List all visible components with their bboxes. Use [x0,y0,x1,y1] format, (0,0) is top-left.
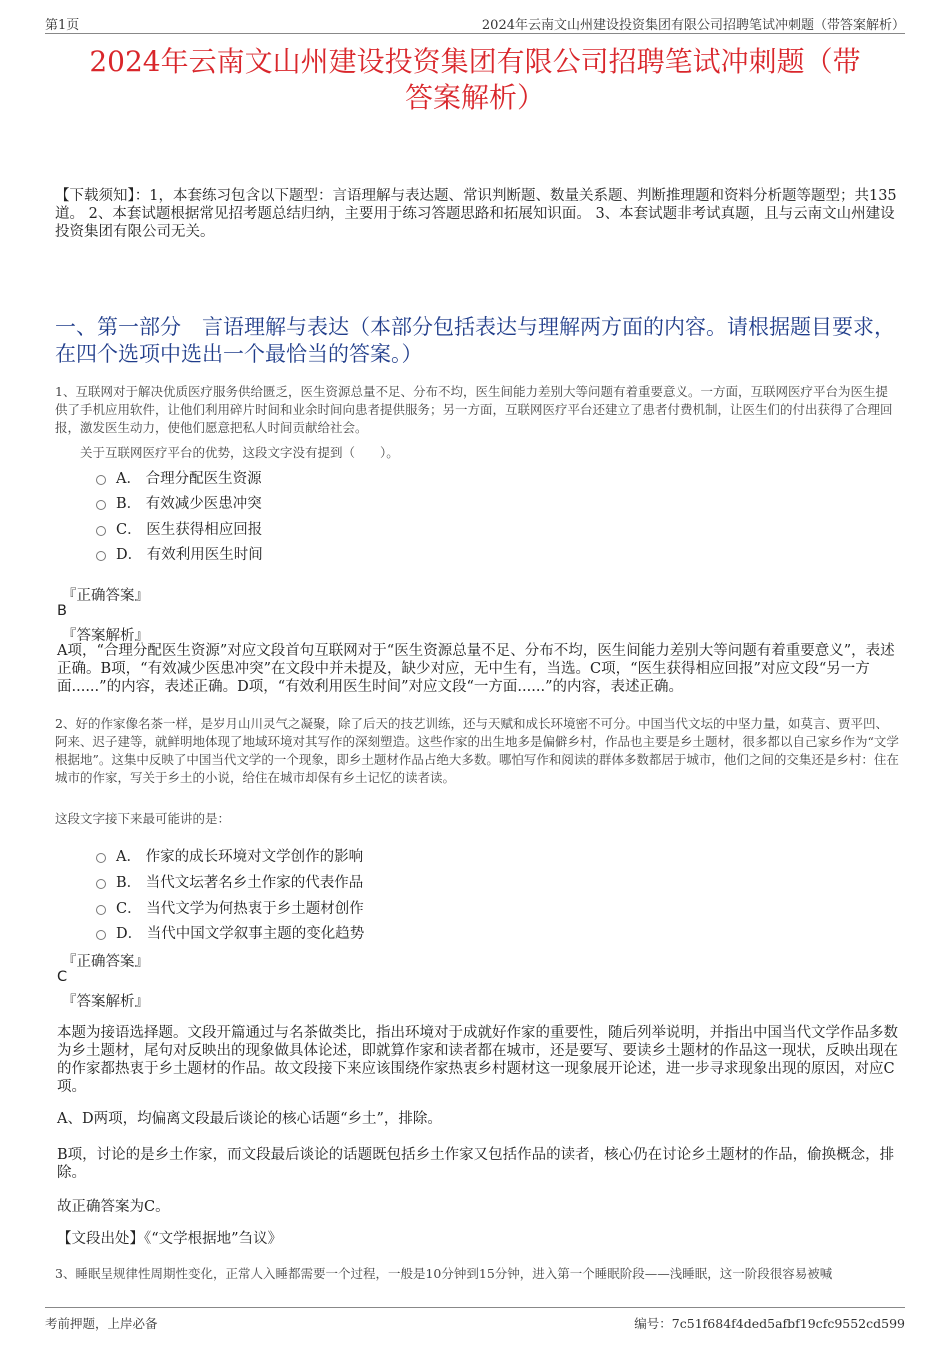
header-divider [45,33,905,34]
footer-divider [45,1307,905,1308]
radio-icon[interactable] [96,500,106,510]
question-2-analysis-label: 『答案解析』 [62,994,149,1010]
question-1-option-b[interactable] [96,492,262,513]
question-2-source: 【文段出处】《“文学根据地”刍议》 [57,1231,283,1247]
footer-document-id: 编号：7c51f684f4ded5afbf19cfc9552cd599 [634,1316,905,1331]
question-1-correct-label: 『正确答案』 [62,588,149,604]
question-1-answer: B [57,603,67,619]
radio-icon[interactable] [96,879,106,889]
question-2-answer: C [57,969,68,985]
question-2-option-a[interactable] [96,845,363,866]
question-2-option-d[interactable] [96,922,364,943]
radio-icon[interactable] [96,853,106,863]
question-1-analysis: A项，“合理分配医生资源”对应文段首句互联网对于“医生资源总量不足、分布不均，医生间能力差别大等问题有着重要意义”，表述正确。B项，“有效减少医患冲突”在文段中并未提及，缺少对应，无中生有，当选。C项，“医生获得相应回报”对应文段“另一方面......”的内容，表述正确。D项，“有效利用医生时间”对应文段“一方面......”的内容，表述正确。 [57,643,895,695]
radio-icon[interactable] [96,526,106,536]
option-label: C． 医生获得相应回报 [116,522,263,538]
question-2-analysis-paragraph-2: A、D两项，均偏离文段最后谈论的核心话题“乡土”，排除。 [57,1111,442,1127]
question-2-stem: 2、好的作家像名茶一样，是岁月山川灵气之凝聚，除了后天的技艺训练，还与天赋和成长环境密不可分。中国当代文坛的中坚力量，如莫言、贾平凹、阿来、迟子建等，就鲜明地体现了地域环境对其写作的深刻塑造。这些作家的出生地多是偏僻乡村，作品也主要是乡土题材，很多都以自己家乡作为“文学根据地”。这集中反映了中国当代文学的一个现象，即乡土题材作品占绝大多数。哪怕写作和阅读的群体多数都居于城市，他们之间的交集还是乡村：住在城市的作家，写关于乡土的小说，给住在城市却保有乡土记忆的读者读。 [55,716,899,785]
question-1-prompt: 关于互联网医疗平台的优势，这段文字没有提到（ ）。 [80,445,399,460]
page-title-line-1: 2024年云南文山州建设投资集团有限公司招聘笔试冲刺题（带 [89,45,861,78]
option-label: D． 当代中国文学叙事主题的变化趋势 [116,926,365,942]
option-label: C． 当代文学为何热衷于乡土题材创作 [116,901,364,917]
option-label: D． 有效利用医生时间 [116,547,263,563]
page-title-line-2: 答案解析） [404,81,545,114]
footer-slogan: 考前押题，上岸必备 [45,1316,158,1331]
option-label: B． 当代文坛著名乡土作家的代表作品 [116,875,364,891]
option-label: A． 作家的成长环境对文学创作的影响 [116,849,364,865]
section-heading: 一、第一部分 言语理解与表达（本部分包括表达与理解两方面的内容。请根据题目要求，在四个选项中选出一个最恰当的答案。） [55,315,895,366]
radio-icon[interactable] [96,551,106,561]
question-1-option-a[interactable] [96,467,262,488]
radio-icon[interactable] [96,475,106,485]
page-title [45,44,905,116]
radio-icon[interactable] [96,905,106,915]
option-label: B． 有效减少医患冲突 [116,496,262,512]
question-2-correct-label: 『正确答案』 [62,954,149,970]
question-1-option-c[interactable] [96,518,262,539]
page-number: 第1页 [45,18,80,33]
question-2-analysis-paragraph-1: 本题为接语选择题。文段开篇通过与名茶做类比，指出环境对于成就好作家的重要性，随后列举说明，并指出中国当代文学作品多数为乡土题材，尾句对反映出的现象做具体论述，即就算作家和读者都在城市，还是要写、要读乡土题材的作品这一现状，反映出现在的作家都热衷于乡土题材的作品。故文段接下来应该围绕作家热衷乡村题材这一现象展开论述，进一步寻求现象出现的原因，对应C项。 [57,1025,898,1095]
question-2-option-c[interactable] [96,897,364,918]
question-1-option-d[interactable] [96,543,263,564]
question-2-option-b[interactable] [96,871,363,892]
option-label: A． 合理分配医生资源 [116,471,262,487]
radio-icon[interactable] [96,930,106,940]
question-1-stem: 1、互联网对于解决优质医疗服务供给匮乏，医生资源总量不足、分布不均，医生间能力差别大等问题有着重要意义。一方面，互联网医疗平台为医生提供了手机应用软件，让他们利用碎片时间和业余时间向患者提供服务；另一方面，互联网医疗平台还建立了患者付费机制，让医生们的付出获得了合理回报，激发医生动力，使他们愿意把私人时间贡献给社会。 [55,384,893,435]
question-3-stem: 3、睡眠呈规律性周期性变化，正常人入睡都需要一个过程，一般是10分钟到15分钟，进入第一个睡眠阶段——浅睡眠，这一阶段很容易被喊 [55,1266,833,1281]
header-doc-title: 2024年云南文山州建设投资集团有限公司招聘笔试冲刺题（带答案解析） [481,18,905,33]
download-notice: 【下载须知】：1，本套练习包含以下题型：言语理解与表达题、常识判断题、数量关系题、判断推理题和资料分析题等题型；共135道。 2、本套试题根据常见招考题总结归纳，主要用于练习答题思路和拓展知识面。 3、本套试题非考试真题，且与云南文山州建设投资集团有限公司无关。 [55,188,897,240]
question-2-prompt: 这段文字接下来最可能讲的是： [55,811,231,826]
question-2-analysis-paragraph-4: 故正确答案为C。 [57,1199,170,1215]
question-1-analysis-label: 『答案解析』 [62,628,149,644]
question-2-analysis-paragraph-3: B项，讨论的是乡土作家，而文段最后谈论的话题既包括乡土作家又包括作品的读者，核心仍在讨论乡土题材的作品，偷换概念，排除。 [57,1147,895,1181]
